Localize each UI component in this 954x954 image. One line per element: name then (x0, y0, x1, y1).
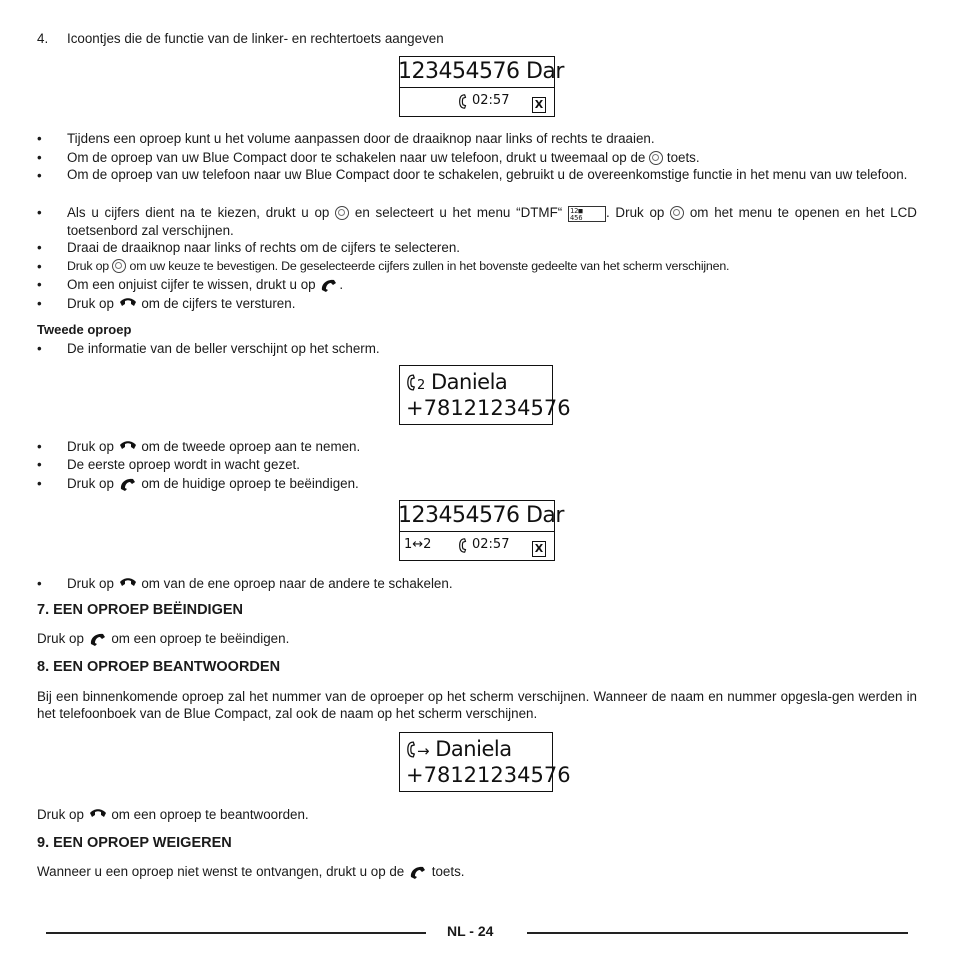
bullet-text-dtmf: Als u cijfers dient na te kiezen, drukt u op en selecteert u het menu “DTMF“ 12■ 456 . Druk op om het menu te openen en het LCD toetsenbord zal verschijnen. (67, 205, 917, 238)
bullet-text-send: Druk op om de cijfers te versturen. (67, 296, 295, 314)
section-9-text: Wanneer u een oproep niet wenst te ontvangen, drukt u op de toets. (37, 864, 465, 882)
lcd-display-call (398, 56, 564, 117)
call-timer: 02:57 (472, 537, 510, 552)
lcd-number-line: 123454576 Dar (398, 503, 564, 528)
bullet-text-transfer-phone: Om de oproep van uw Blue Compact door te schakelen naar uw telefoon, drukt u tweemaal op de toets. (67, 150, 700, 165)
bullet-text-delete: Om een onjuist cijfer te wissen, drukt u op . (67, 277, 343, 295)
lcd-display-incoming (399, 732, 571, 792)
bullet: • (37, 296, 42, 311)
bullet-text-switch: Druk op om van de ene oproep naar de andere te schakelen. (67, 576, 453, 594)
page-number: NL - 24 (447, 923, 494, 939)
hangup-icon (118, 477, 138, 494)
dtmf-keypad-icon: 12■ 456 (568, 206, 606, 222)
bullet: • (37, 476, 42, 491)
bullet-text-volume: Tijdens een oproep kunt u het volume aanpassen door de draaiknop naar links of rechts te draaien. (67, 131, 655, 146)
bullet-text-end-current: Druk op om de huidige oproep te beëindigen. (67, 476, 359, 494)
lcd-display-switch (398, 500, 564, 561)
item-4-text: Icoontjes die de functie van de linker- en rechtertoets aangeven (67, 31, 444, 46)
bullet: • (37, 341, 42, 356)
lcd-status-line (400, 532, 554, 558)
pickup-icon (118, 577, 138, 594)
rotary-button-icon (670, 206, 684, 220)
pickup-icon (118, 440, 138, 457)
hangup-icon (319, 278, 339, 295)
lcd-name-line: → Daniela (406, 735, 552, 765)
section-8-paragraph: Bij een binnenkomende oproep zal het nummer van de oproeper op het scherm verschijnen. Wanneer de naam en nummer opgesla-gen werden in het telefoonboek van de Blue Compact, zal ook de naam op het scherm verschijnen. (37, 689, 917, 721)
bullet-text-transfer-device: Om de oproep van uw telefoon naar uw Blue Compact door te schakelen, gebruikt u de overeenkomstige functie in het menu van uw telefoon. (67, 167, 908, 182)
rotary-button-icon (335, 206, 349, 220)
bullet-text-confirm: Druk op om uw keuze te bevestigen. De geselecteerde cijfers zullen in het bovenste gedeelte van het scherm verschijnen. (67, 259, 730, 273)
bullet: • (37, 150, 42, 165)
lcd-status-line (400, 88, 554, 114)
lcd-number-line: +78121234576 (406, 763, 571, 787)
subheading-second-call: Tweede oproep (37, 322, 132, 337)
bullet: • (37, 259, 42, 274)
lcd-display-second-call (399, 365, 571, 425)
footer-rule-right (527, 932, 908, 934)
rotary-button-icon (649, 151, 663, 165)
bullet: • (37, 131, 42, 146)
section-8-text: Druk op om een oproep te beantwoorden. (37, 807, 309, 825)
hangup-icon (88, 632, 108, 649)
close-icon: X (532, 92, 546, 118)
bullet-text-select-digits: Draai de draaiknop naar links of rechts om de cijfers te selecteren. (67, 240, 460, 255)
close-icon: X (532, 536, 546, 562)
bullet-text-answer-second: Druk op om de tweede oproep aan te nemen. (67, 439, 360, 457)
bullet: • (37, 205, 42, 220)
bullet: • (37, 277, 42, 292)
lcd-number-line: 123454576 Dar (398, 59, 564, 84)
bullet: • (37, 168, 42, 183)
switch-indicator: 1↔2 (404, 537, 432, 552)
bullet: • (37, 240, 42, 255)
section-7-text: Druk op om een oproep te beëindigen. (37, 631, 289, 649)
item-number: 4. (37, 31, 49, 46)
bullet-text-caller-info: De informatie van de beller verschijnt op het scherm. (67, 341, 380, 356)
call-timer: 02:57 (472, 93, 510, 108)
bullet: • (37, 457, 42, 472)
lcd-number-line: +78121234576 (406, 396, 571, 420)
bullet: • (37, 576, 42, 591)
lcd-name-line: 2 Daniela (406, 368, 552, 398)
section-heading-answer-call: 8. EEN OPROEP BEANTWOORDEN (37, 659, 281, 675)
section-heading-end-call: 7. EEN OPROEP BEËINDIGEN (37, 602, 244, 618)
rotary-button-icon (112, 259, 126, 273)
hangup-icon (408, 865, 428, 882)
pickup-icon (118, 297, 138, 314)
bullet: • (37, 439, 42, 454)
handset-icon (458, 537, 468, 564)
section-heading-reject-call: 9. EEN OPROEP WEIGEREN (37, 835, 232, 851)
footer-rule-left (46, 932, 426, 934)
pickup-icon (88, 808, 108, 825)
bullet-text-hold: De eerste oproep wordt in wacht gezet. (67, 457, 300, 472)
handset-icon (458, 93, 468, 120)
